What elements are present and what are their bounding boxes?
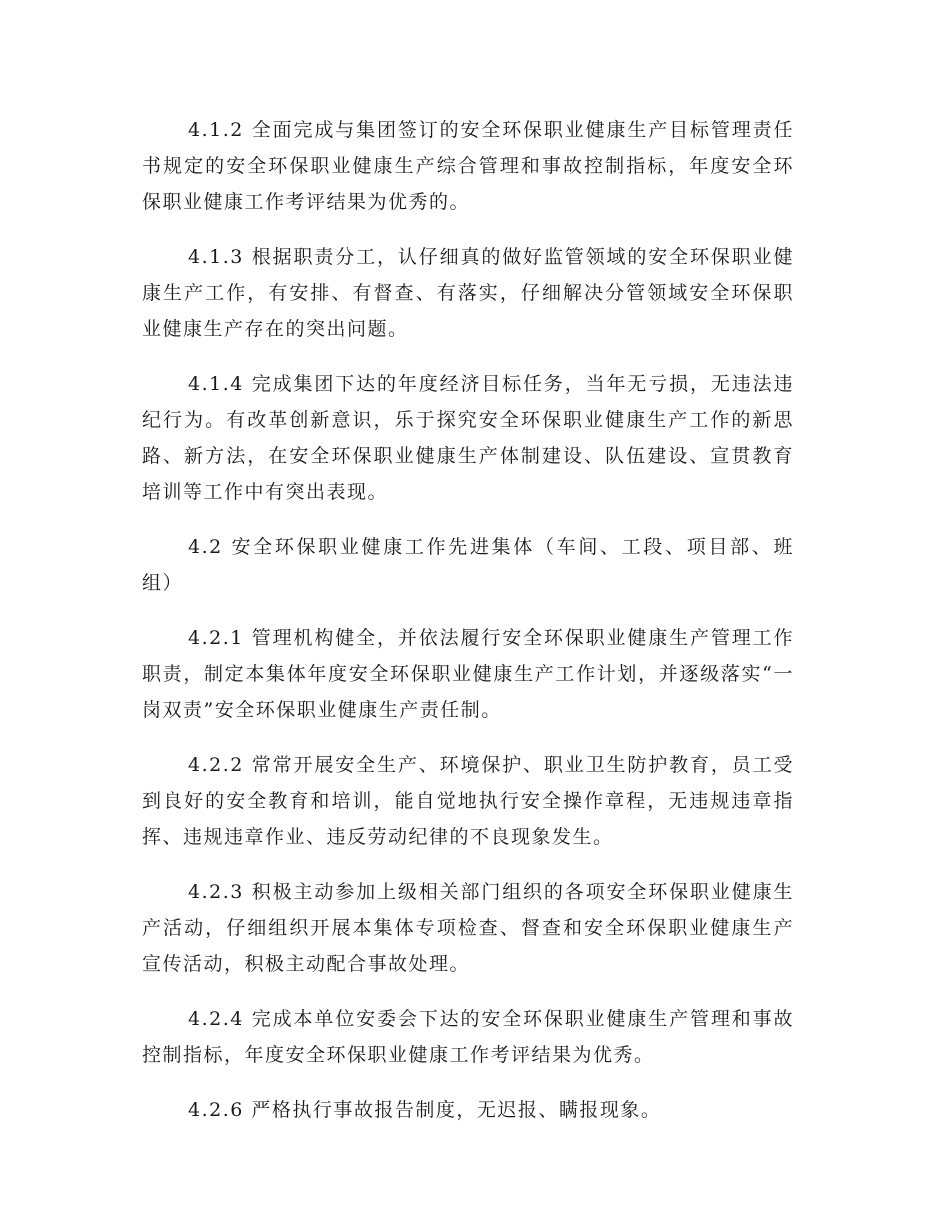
document-body — [142, 112, 794, 1147]
paragraph-4-2-6: 4.2.6 严格执行事故报告制度，无迟报、瞒报现象。 — [188, 1099, 662, 1121]
paragraph-4-1-3: 4.1.3 根据职责分工，认仔细真的做好监管领域的安全环保职业健康生产工作，有安排、有督查、有落实，仔细解决分管领域安全环保职业健康生产存在的突出问题。 — [142, 246, 794, 340]
paragraph-4-2-2: 4.2.2 常常开展安全生产、环境保护、职业卫生防护教育，员工受到良好的安全教育和培训，能自觉地执行安全操作章程，无违规违章指挥、违规违章作业、违反劳动纪律的不良现象发生。 — [142, 754, 794, 848]
paragraph-4-1-2: 4.1.2 全面完成与集团签订的安全环保职业健康生产目标管理责任书规定的安全环保职业健康生产综合管理和事故控制指标，年度安全环保职业健康工作考评结果为优秀的。 — [142, 119, 794, 213]
paragraph-4-2-3: 4.2.3 积极主动参加上级相关部门组织的各项安全环保职业健康生产活动，仔细组织开展本集体专项检查、督查和安全环保职业健康生产宣传活动，积极主动配合事故处理。 — [142, 881, 794, 975]
paragraph-4-2-1: 4.2.1 管理机构健全，并依法履行安全环保职业健康生产管理工作职责，制定本集体年度安全环保职业健康生产工作计划，并逐级落实“一岗双责”安全环保职业健康生产责任制。 — [142, 627, 794, 721]
paragraph-4-1-4: 4.1.4 完成集团下达的年度经济目标任务，当年无亏损，无违法违纪行为。有改革创新意识，乐于探究安全环保职业健康生产工作的新思路、新方法，在安全环保职业健康生产体制建设、队伍建设、宣贯教育培训等工作中有突出表现。 — [142, 373, 794, 503]
paragraph-4-2-4: 4.2.4 完成本单位安委会下达的安全环保职业健康生产管理和事故控制指标，年度安全环保职业健康工作考评结果为优秀。 — [142, 1008, 794, 1066]
section-heading-4-2: 4.2 安全环保职业健康工作先进集体（车间、工段、项目部、班组） — [142, 536, 794, 594]
